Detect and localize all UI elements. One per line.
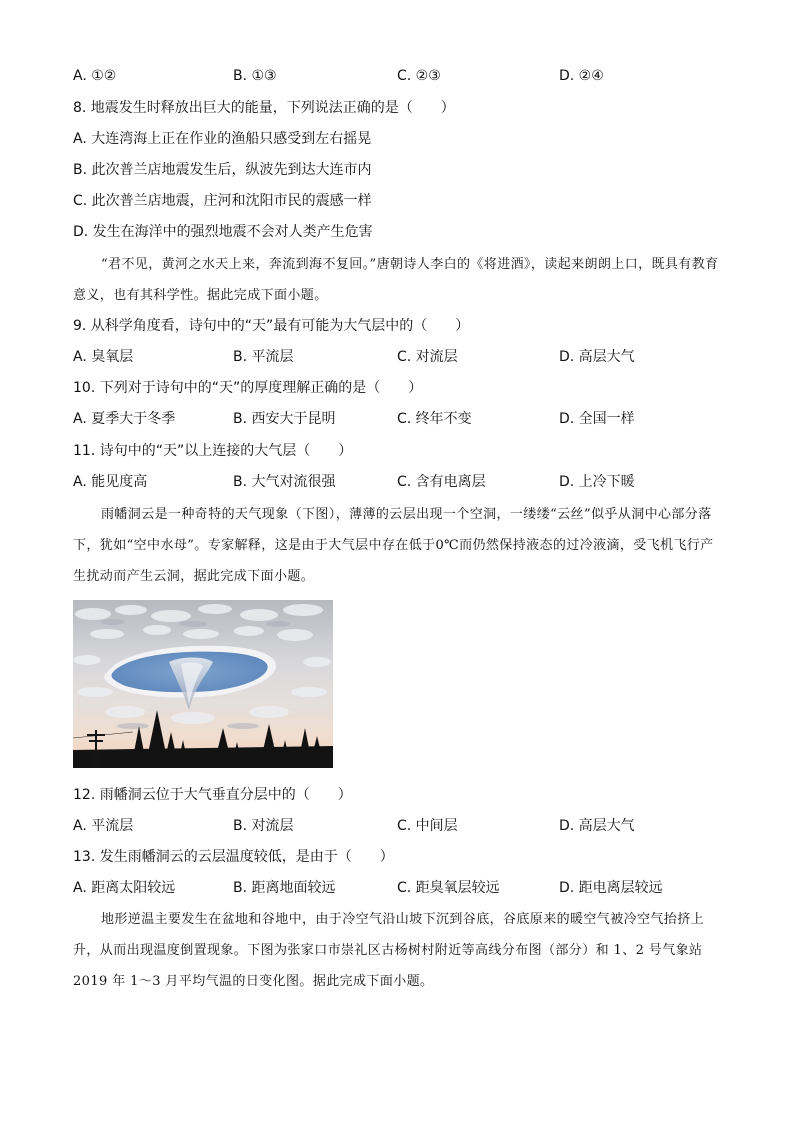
q13-option-b[interactable]: B. 距离地面较远 [233, 880, 336, 896]
q7-option-b[interactable]: B. ①③ [233, 68, 277, 84]
q8-stem: 8. 地震发生时释放出巨大的能量，下列说法正确的是（ ） [73, 100, 455, 116]
q13-option-a[interactable]: A. 距离太阳较远 [73, 880, 176, 896]
q11-stem: 11. 诗句中的“天”以上连接的大气层（ ） [73, 443, 353, 459]
q9-option-b[interactable]: B. 平流层 [233, 349, 294, 365]
q11-option-d[interactable]: D. 上冷下暖 [559, 474, 635, 490]
q10-option-c[interactable]: C. 终年不变 [397, 411, 472, 427]
q10-stem: 10. 下列对于诗句中的“天”的厚度理解正确的是（ ） [73, 380, 423, 396]
q10-options [73, 409, 733, 429]
q7-option-d[interactable]: D. ②④ [559, 68, 604, 84]
cloud-intro-paragraph: 雨幡洞云是一种奇特的天气现象（下图），薄薄的云层出现一个空洞，一缕缕“云丝”似乎从洞中心部分落下，犹如“空中水母”。专家解释，这是由于大气层中存在低于0℃而仍然保持液态的过冷液滴，受飞机飞行产生扰动而产生云洞，据此完成下面小题。 [73, 507, 714, 584]
q11-option-b[interactable]: B. 大气对流很强 [233, 474, 336, 490]
q8-option-d[interactable]: D. 发生在海洋中的强烈地震不会对人类产生危害 [73, 224, 373, 240]
q9-option-d[interactable]: D. 高层大气 [559, 349, 635, 365]
hole-punch-cloud-photo [73, 600, 333, 768]
q8-option-c[interactable]: C. 此次普兰店地震，庄河和沈阳市民的震感一样 [73, 193, 372, 209]
q7-options [73, 66, 733, 86]
q10-option-a[interactable]: A. 夏季大于冬季 [73, 411, 176, 427]
q9-stem: 9. 从科学角度看，诗句中的“天”最有可能为大气层中的（ ） [73, 318, 470, 334]
q8-option-b[interactable]: B. 此次普兰店地震发生后，纵波先到达大连市内 [73, 162, 372, 178]
inversion-intro-paragraph: 地形逆温主要发生在盆地和谷地中，由于冷空气沿山坡下沉到谷底，谷底原来的暖空气被冷空气抬挤上升，从而出现温度倒置现象。下图为张家口市崇礼区古杨树村附近等高线分布图（部分）和 1、2 号气象站 2019 年 1～3 月平均气温的日变化图。据此完成下面小题。 [73, 912, 705, 989]
q7-option-c[interactable]: C. ②③ [397, 68, 441, 84]
q12-options [73, 816, 733, 836]
q13-stem: 13. 发生雨幡洞云的云层温度较低，是由于（ ） [73, 849, 394, 865]
q12-option-c[interactable]: C. 中间层 [397, 818, 458, 834]
q10-option-b[interactable]: B. 西安大于昆明 [233, 411, 336, 427]
q9-option-a[interactable]: A. 臭氧层 [73, 349, 134, 365]
q12-stem: 12. 雨幡洞云位于大气垂直分层中的（ ） [73, 787, 352, 803]
q9-option-c[interactable]: C. 对流层 [397, 349, 458, 365]
q9-options [73, 347, 733, 367]
q11-options [73, 472, 733, 492]
poem-intro-paragraph: “君不见，黄河之水天上来，奔流到海不复回。”唐朝诗人李白的《将进酒》，读起来朗朗上口，既具有教育意义，也有其科学性。据此完成下面小题。 [73, 257, 719, 303]
q13-option-c[interactable]: C. 距臭氧层较远 [397, 880, 500, 896]
q12-option-b[interactable]: B. 对流层 [233, 818, 294, 834]
q12-option-d[interactable]: D. 高层大气 [559, 818, 635, 834]
q11-option-c[interactable]: C. 含有电离层 [397, 474, 486, 490]
q11-option-a[interactable]: A. 能见度高 [73, 474, 148, 490]
q13-option-d[interactable]: D. 距电离层较远 [559, 880, 663, 896]
q8-option-a[interactable]: A. 大连湾海上正在作业的渔船只感受到左右摇晃 [73, 131, 372, 147]
q10-option-d[interactable]: D. 全国一样 [559, 411, 635, 427]
q7-option-a[interactable]: A. ①② [73, 68, 117, 84]
q13-options [73, 878, 733, 898]
q12-option-a[interactable]: A. 平流层 [73, 818, 134, 834]
